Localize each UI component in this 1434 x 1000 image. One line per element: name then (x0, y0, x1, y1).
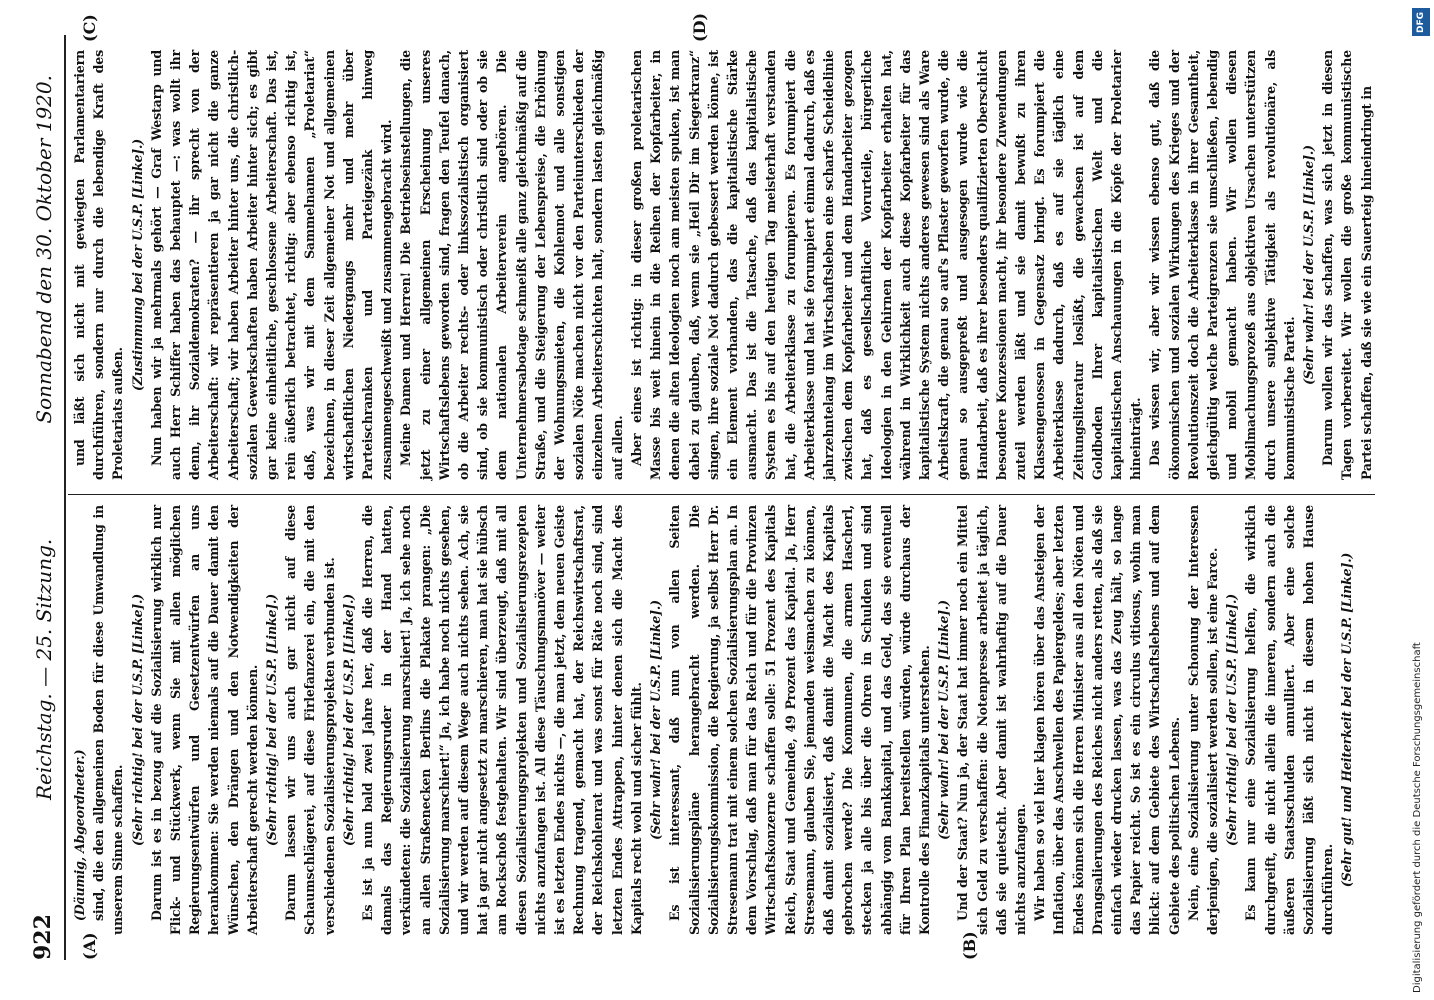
right-text-column (70, 50, 1376, 480)
dfg-logo: DFG (1412, 8, 1430, 36)
interjection: (Sehr gut! und Heiterkeit bei der U.S.P. [Linke].) (1339, 552, 1355, 888)
paragraph: Wir haben so viel hier klagen hören über das Ansteigen der Inflation, über das Anschwellen des Papiergeldes; aber letzten Endes können sich die Herren Minister aus all den Nöten und Drangsalierungen des Reiches nicht anders retten, als daß sie einfach wieder drucken lassen, was das Zeug hält, so lange das Papier reicht. So ist es ein circulus vitiosus, wohin man blickt: auf dem Gebiete des Wirtschaftslebens und auf dem Gebiete des politischen Lebens. (1032, 505, 1182, 935)
paragraph: Es kann nur eine Sozialisierung helfen, die wirklich durchgreift, die nicht allein die inneren, sondern auch die äußeren Staatsschulden annulliert. Aber eine solche Sozialisierung läßt sich nicht in diesem hohen Hause durchführen. (1243, 505, 1336, 935)
paragraph: Aber eines ist richtig: in dieser großen proletarischen Masse bis weit hinein in die Reihen der Kopfarbeiter, in denen die alten Ideologien noch am meisten spuken, ist man dabei zu glauben, daß, wenn sie „Heil Dir im Siegerkranz“ singen, ihre soziale Not dadurch gebessert werden könne, ist ein Element vorhanden, das die kapitalistische Stärke ausmacht. Das ist die Tatsache, daß das kapitalistische System es bis auf den heutigen Tag meisterhaft verstanden hat, die Arbeiterklasse zu forumpieren. Es forumpiert die Arbeiterklasse und hat sie forumpiert einmal dadurch, daß es jahrzehntelang im Wirtschaftsleben eine scharfe Scheidelinie zwischen dem Kopfarbeiter und dem Handarbeiter gezogen hat, daß es gesellschaftliche Vorurteile, bürgerliche Ideologien in den Gehirnen der Kopfarbeiter erhalten hat, während in Wirklichkeit auch diese Kopfarbeiter für das kapitalistische System nichts anderes gewesen sind als Ware Arbeitskraft, die genau so auf's Pflaster geworfen wurde, die genau so ausgepreßt und ausgesogen wurde wie die Handarbeit, daß es ihrer besonders qualifizierten Oberschicht besondere Konzessionen macht, ihr besondere Zuwendungen zuteil werden läßt und sie damit bewußt zu ihren Klassengenossen in Gegensatz bringt. Es forumpiert die Arbeiterklasse dadurch, daß es auf sie täglich eine Zeitungsliteratur losläßt, die gewachsen ist auf dem Goldboden Ihrer kapitalistischen Welt und die kapitalistischen Anschauungen in die Köpfe der Proletarier hineinträgt. (628, 50, 1144, 480)
paragraph: und läßt sich nicht mit gewiegten Parlamentariern durchführen, sondern nur durch die lebendige Kraft des Proletariats außen. (72, 50, 126, 480)
interjection: (Zustimmung bei der U.S.P. [Linke].) (129, 139, 145, 391)
paragraph: Darum ist es in bezug auf die Sozialisierung wirklich nur Flick- und Stückwerk, wenn Sie mit allen möglichen Regierungsentwürfen und Gesetzentwürfen an uns herankommen: Sie werden niemals auf die Dauer damit den Wünschen, den Drängen und den Notwendigkeiten der Arbeiterschaft gerecht werden können. (148, 505, 260, 935)
page-number: 922 (30, 914, 56, 960)
interjection: (Sehr richtig! bei der U.S.P. [Linke].) (1224, 593, 1240, 847)
interjection: (Sehr wahr! bei der U.S.P. [Linke].) (936, 600, 952, 840)
paragraph: Darum wollen wir das schaffen, was sich jetzt in diesen Tagen vorbereitet. Wir wollen die große kommunistische Partei schaffen, daß sie wie ein Sauerteig hineindringt in (1320, 50, 1374, 480)
paragraph: Und der Staat? Nun ja, der Staat hat immer noch ein Mittel sich Geld zu verschaffen: die Notenpresse arbeitet ja täglich, daß sie quietscht. Aber damit ist wahrhaftig auf die Dauer nichts anzufangen. (955, 505, 1028, 935)
header-rule (64, 35, 66, 960)
interjection: (Sehr wahr! bei der U.S.P. [Linke].) (1301, 145, 1316, 385)
margin-mark-a: (A) (80, 932, 99, 960)
left-text-column (70, 505, 1357, 935)
paragraph: Es ist interessant, daß nun von allen Seiten Sozialisierungspläne herangebracht werden. Die Sozialisierungskommission, die Regierung, ja selbst Herr Dr. Stresemann trat mit einem solchen Sozialisierungsplan an. In dem Vorschlag, daß man für das Reich und für die Provinzen Wirtschaftskonzerne schaffen solle: 51 Prozent des Kapitals Reich, Staat und Gemeinde, 49 Prozent das Kapital. Ja, Herr Stresemann, glauben Sie, jemanden weismachen zu können, daß damit sozialisiert, daß damit die Macht des Kapitals gebrochen werde? Die Kommunen, die armen Hascherl, stecken ja alle bis über die Ohren in Schulden und sind abhängig vom Bankkapital, und das Geld, das sie eventuell für Ihren Plan bereitstellen würden, würde durchaus der Kontrolle des Finanzkapitals unterstehen. (667, 505, 932, 935)
paragraph: Darum lassen wir uns auch gar nicht auf diese Schaumschlägerei, auf diese Firlefanzerei ein, die mit den verschiedenen Sozialisierungsprojekten verbunden ist. (283, 505, 337, 935)
interjection: (Sehr richtig! bei der U.S.P. [Linke].) (129, 593, 145, 847)
interjection: (Sehr richtig! bei der U.S.P. [Linke].) (340, 593, 356, 847)
session-date: Sonnabend den 30. Oktober 1920. (32, 75, 56, 424)
paragraph: Das wissen wir, aber wir wissen ebenso gut, daß die ökonomischen und sozialen Wirkungen des Krieges und der Revolutionszeit doch die Arbeiterklasse in ihrer Gesamtheit, gleichgültig welche Parteigrenzen sie umschließen, lebendig und mobil gemacht haben. Wir wollen diesen Mobilmachungsprozeß aus objektiven Ursachen unterstützen durch unsere subjektive Tätigkeit als revolutionäre, als kommunistische Partei. (1147, 50, 1297, 480)
paragraph: Nun haben wir ja mehrmals gehört — Graf Westarp und auch Herr Schiffer haben das behauptet —: was wollt ihr denn, ihr Sozialdemokraten? — ihr sprecht von der Arbeiterschaft: wir repräsentieren ja gar nicht die ganze Arbeiterschaft; wir haben Arbeiter hinter uns, die christlich-sozialen Gewerkschaften haben Arbeiter hinter sich; es gibt gar keine einheitliche, geschlossene Arbeiterschaft. Das ist, rein äußerlich betrachtet, richtig: aber ebenso richtig ist, daß, was wir mit dem Sammelnamen „Proletariat“ bezeichnen, in dieser Zeit allgemeiner Not und allgemeinen wirtschaftlichen Niedergangs mehr und mehr über Parteischranken und Parteigezänk hinweg zusammengeschweißt und zusammengebracht wird. (148, 50, 395, 480)
margin-mark-b: (B) (960, 931, 979, 960)
interjection: (Sehr wahr! bei der U.S.P. [Linke].) (648, 600, 664, 840)
paragraph: Meine Damen und Herren! Die Betriebseinstellungen, die jetzt zu einer allgemeinen Erscheinung unseres Wirtschaftslebens geworden sind, fragen den Teufel danach, ob die Arbeiter rechts- oder linkssozialistisch organisiert sind, ob sie kommunistisch oder christlich sind oder ob sie dem nationalen Arbeiterverein angehören. Die Unternehmersabotage schmeißt alle ganz gleichmäßig auf die Straße, und die Steigerung der Lebenspreise, die Erhöhung der Wohnungsmieten, die Kohlennot und alle sonstigen sozialen Nöte machen nicht vor den Parteiunterschieden der einzelnen Arbeiterschichten halt, sondern lasten gleichmäßig auf allen. (398, 50, 625, 480)
margin-mark-d: (D) (690, 12, 709, 42)
session-title: Reichstag. — 25. Sitzung. (32, 538, 56, 800)
paragraph: Es ist ja nun bald zwei Jahre her, daß die Herren, die damals das Regierungsruder in der Hand hatten, verkündeten: die Sozialisierung marschiert! Ja, ich sehe noch an allen Straßenecken Berlins die Plakate prangen: „Die Sozialisierung marschiert!“ Ja, ich habe noch nichts gesehen, und wir werden auf diesem Wege auch nichts sehen. Ach, sie hat ja gar nicht angesetzt zu marschieren, man hat sie hübsch am Rockschoß festgehalten. Wir sind überzeugt, daß mit all diesen Sozialisierungsprojekten und Sozialisierungsrezepten nichts anzufangen ist. All diese Täuschungsmanöver — weiter ist es letzten Endes nichts —, die man jetzt, dem neuen Geiste Rechnung tragend, gemacht hat, der Reichswirtschaftsrat, der Reichskohlenrat und was sonst für Räte noch sind, sind letzten Endes Attrappen, hinter denen sich die Macht des Kapitals recht wohl und sicher fühlt. (360, 505, 644, 935)
paragraph: Nein, eine Sozialisierung unter Schonung der Interessen derjenigen, die sozialisiert werden sollen, ist eine Farce. (1185, 505, 1220, 935)
margin-mark-c: (C) (80, 14, 99, 42)
speaker-name: (Däumig, Abgeordneter.) (72, 749, 87, 921)
page-header (30, 35, 64, 960)
interjection: (Sehr richtig! bei der U.S.P. [Linke].) (264, 593, 280, 847)
paragraph: sind, die den allgemeinen Boden für diese Umwandlung in unserem Sinne schaffen. (91, 505, 126, 935)
digitization-credit: Digitalisierung gefördert durch die Deutsche Forschungsgemeinschaft (1412, 642, 1423, 993)
column-divider (68, 494, 1375, 495)
